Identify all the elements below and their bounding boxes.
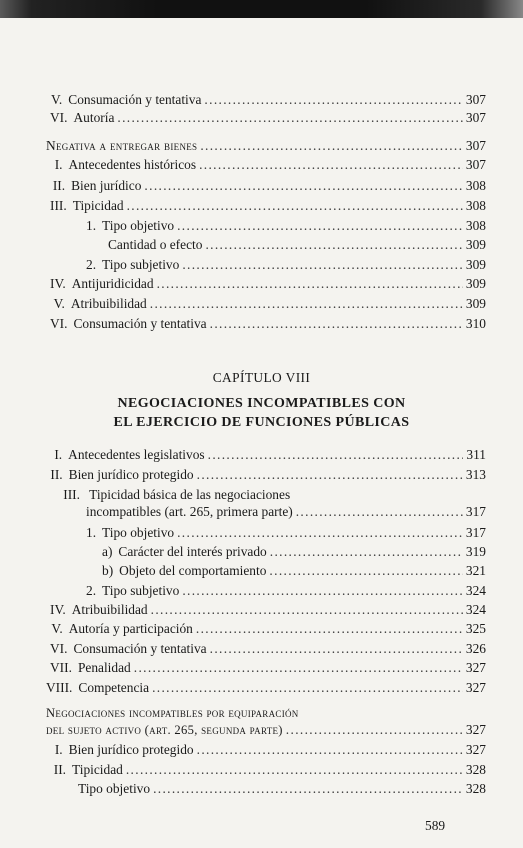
entry-page: 309: [465, 237, 486, 252]
entry-number: V.: [50, 92, 63, 107]
entry-page: 319: [465, 544, 486, 559]
entry-label: Cantidad o efecto: [108, 237, 203, 252]
leader-dots: [270, 544, 463, 560]
scan-edge-shadow: [0, 0, 523, 18]
entry-page: 308: [465, 198, 486, 213]
toc-entry: [50, 660, 486, 676]
entry-page: 308: [465, 218, 486, 233]
entry-number: II.: [52, 178, 66, 193]
toc-entry: [50, 621, 486, 637]
toc-entry: [50, 762, 486, 778]
entry-label: Tipo objetivo: [102, 218, 175, 233]
entry-label: Consumación y tentativa: [73, 316, 207, 331]
entry-number: b): [102, 563, 114, 578]
entry-label: Bien jurídico protegido: [68, 467, 194, 482]
toc-entry-continuation: [86, 504, 486, 520]
entry-page: 309: [465, 296, 486, 311]
entry-number: VI.: [50, 316, 68, 331]
leader-dots: [196, 621, 463, 637]
entry-number: II.: [50, 467, 63, 482]
entry-number: V.: [53, 296, 65, 311]
entry-label: Tipo objetivo: [78, 781, 151, 796]
leader-dots: [134, 660, 463, 676]
toc-entry: [86, 257, 486, 273]
entry-label: Antecedentes históricos: [68, 157, 197, 172]
leader-dots: [210, 316, 463, 332]
entry-page: 307: [465, 138, 486, 153]
entry-page: 311: [466, 447, 486, 462]
entry-number: VI.: [50, 110, 68, 125]
entry-page: 309: [465, 276, 486, 291]
entry-label: Bien jurídico protegido: [68, 742, 194, 757]
entry-number: IV.: [50, 276, 66, 291]
entry-page: 307: [465, 157, 486, 172]
entry-page: 327: [465, 722, 486, 737]
toc-entry: [50, 447, 486, 463]
leader-dots: [177, 218, 463, 234]
entry-number: VII.: [50, 660, 72, 675]
toc-entry: [50, 92, 486, 108]
entry-label: Autoría y participación: [68, 621, 193, 636]
leader-dots: [208, 447, 464, 463]
entry-number: 1.: [86, 218, 97, 233]
entry-label: Tipicidad: [72, 198, 124, 213]
leader-dots: [151, 602, 463, 618]
entry-label: Autoría: [73, 110, 115, 125]
chapter-label: CAPÍTULO VIII: [212, 370, 311, 385]
entry-number: 2.: [86, 257, 97, 272]
entry-label: Consumación y tentativa: [73, 641, 207, 656]
leader-dots: [153, 781, 463, 797]
entry-label: Antijuridicidad: [71, 276, 154, 291]
leader-dots: [286, 722, 463, 738]
leader-dots: [182, 257, 463, 273]
entry-number: I.: [54, 447, 63, 462]
leader-dots: [200, 138, 463, 154]
leader-dots: [197, 467, 463, 483]
entry-number: I.: [54, 742, 63, 757]
entry-page: 317: [465, 504, 486, 519]
entry-page: 310: [465, 316, 486, 331]
entry-page: 324: [465, 602, 486, 617]
toc-entry: [102, 544, 486, 560]
entry-page: 313: [465, 467, 486, 482]
toc-entry: [108, 237, 486, 253]
toc-entry: [50, 641, 486, 657]
entry-page: 327: [465, 742, 486, 757]
leader-dots: [177, 525, 463, 541]
entry-label: Atribuibilidad: [70, 296, 147, 311]
toc-entry: [50, 467, 486, 483]
leader-dots: [269, 563, 462, 579]
leader-dots: [199, 157, 463, 173]
leader-dots: [157, 276, 463, 292]
entry-label: Competencia: [78, 680, 150, 695]
entry-page: 308: [465, 178, 486, 193]
leader-dots: [126, 762, 463, 778]
entry-page: 325: [465, 621, 486, 636]
entry-page: 307: [465, 92, 486, 107]
leader-dots: [197, 742, 463, 758]
entry-page: 326: [465, 641, 486, 656]
entry-number: I.: [54, 157, 63, 172]
entry-number: VI.: [50, 641, 68, 656]
toc-entry: [50, 316, 486, 332]
entry-label: Atribuibilidad: [71, 602, 148, 617]
entry-number: II.: [53, 762, 67, 777]
toc-entry: [50, 742, 486, 758]
entry-number: VIII.: [46, 680, 73, 695]
chapter-title-line-2: EL EJERCICIO DE FUNCIONES PÚBLICAS: [113, 415, 410, 430]
entry-page: 328: [465, 762, 486, 777]
leader-dots: [150, 296, 463, 312]
toc-entry: [86, 218, 486, 234]
entry-page: 309: [465, 257, 486, 272]
entry-number: V.: [51, 621, 63, 636]
entry-page: 317: [465, 525, 486, 540]
entry-label: Tipicidad básica de las negociaciones: [89, 487, 291, 502]
leader-dots: [204, 92, 462, 108]
section-heading-line-1: Negociaciones incompatibles por equiparación: [46, 706, 299, 720]
section-heading-line-2: [46, 722, 486, 738]
toc-entry: [86, 583, 486, 599]
entry-label: Tipo subjetivo: [102, 257, 180, 272]
toc-entry: [86, 525, 486, 541]
heading-label: Negativa a entregar bienes: [46, 138, 198, 153]
page-number: 589: [425, 818, 446, 833]
chapter-title-line-1: NEGOCIACIONES INCOMPATIBLES CON: [117, 396, 406, 411]
leader-dots: [182, 583, 463, 599]
leader-dots: [144, 178, 462, 194]
entry-page: 328: [465, 781, 486, 796]
entry-label: Penalidad: [77, 660, 131, 675]
toc-entry: [78, 781, 486, 797]
toc-entry: [50, 487, 290, 503]
toc-entry: [50, 296, 486, 312]
entry-page: 327: [465, 660, 486, 675]
entry-number: III.: [50, 198, 67, 213]
heading-label: del sujeto activo (art. 265, segunda parte): [46, 723, 283, 737]
toc-entry: [50, 602, 486, 618]
entry-page: 327: [465, 680, 486, 695]
leader-dots: [127, 198, 463, 214]
entry-label: Consumación y tentativa: [68, 92, 202, 107]
section-heading: [46, 138, 486, 154]
leader-dots: [152, 680, 463, 696]
entry-page: 324: [465, 583, 486, 598]
toc-entry: [50, 178, 486, 194]
entry-label: Bien jurídico: [71, 178, 142, 193]
leader-dots: [117, 110, 463, 126]
entry-label: Tipo objetivo: [102, 525, 175, 540]
entry-number: 2.: [86, 583, 97, 598]
entry-page: 321: [465, 563, 486, 578]
entry-number: a): [102, 544, 113, 559]
entry-label: incompatibles (art. 265, primera parte): [86, 504, 293, 519]
entry-label: Tipicidad: [72, 762, 123, 777]
entry-label: Carácter del interés privado: [118, 544, 267, 559]
entry-label: Objeto del comportamiento: [119, 563, 267, 578]
toc-entry: [50, 276, 486, 292]
entry-number: 1.: [86, 525, 97, 540]
toc-entry: [102, 563, 486, 579]
entry-number: IV.: [50, 602, 66, 617]
entry-page: 307: [465, 110, 486, 125]
leader-dots: [210, 641, 463, 657]
toc-entry: [50, 157, 486, 173]
toc-entry: [50, 198, 486, 214]
toc-entry: [46, 680, 486, 696]
entry-number: III.: [63, 487, 80, 502]
entry-label: Antecedentes legislativos: [68, 447, 205, 462]
leader-dots: [205, 237, 462, 253]
entry-label: Tipo subjetivo: [102, 583, 180, 598]
toc-entry: [50, 110, 486, 126]
leader-dots: [296, 504, 463, 520]
